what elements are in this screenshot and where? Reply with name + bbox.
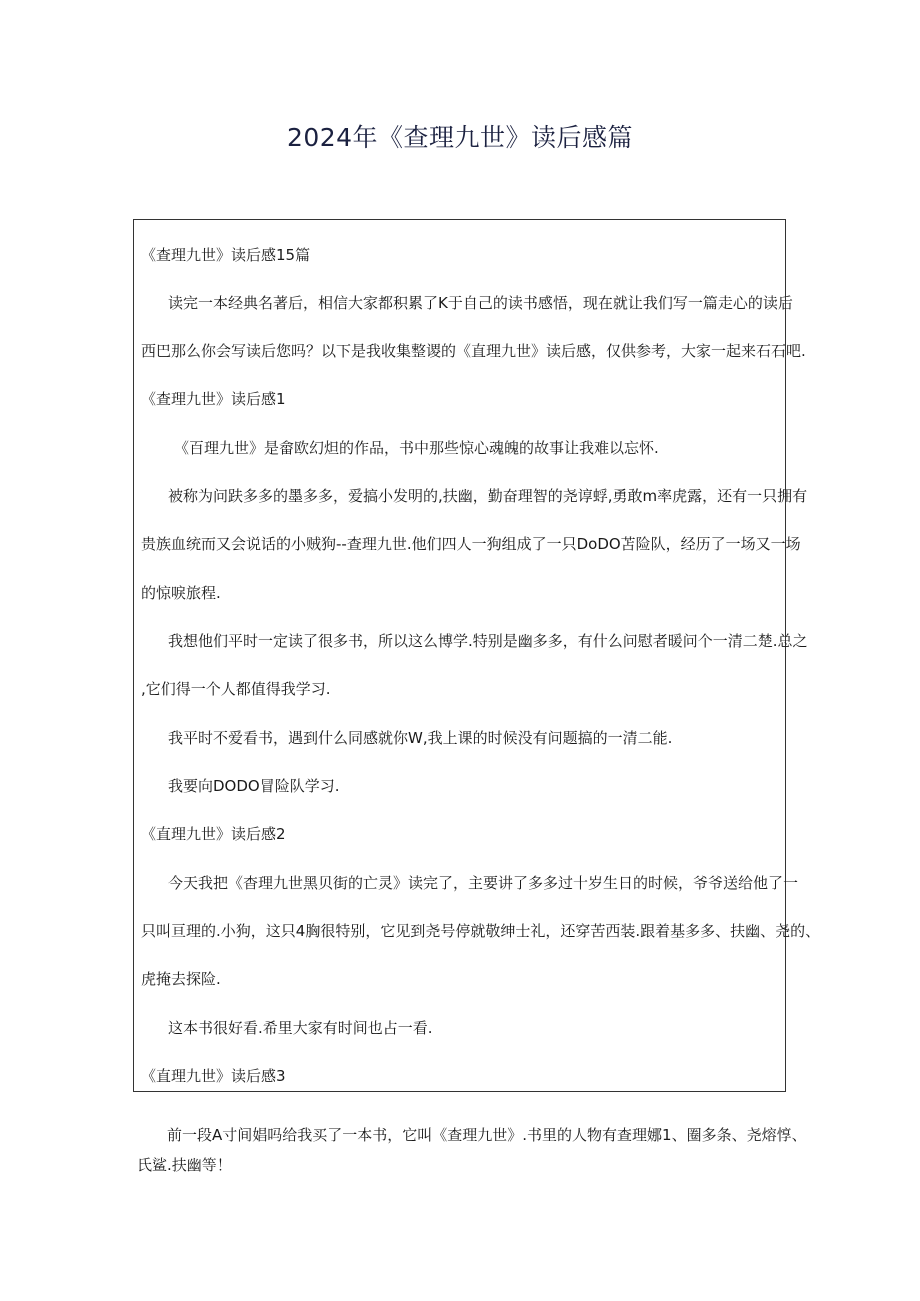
paragraph-line: 被称为问趺多多的墨多多，爱搞小发明的,扶幽，勤奋理智的尧谆蜉,勇敢m率虎露，还有一只拥有 — [168, 487, 808, 505]
paragraph-line: 这本书很好看.希里大家有时间也占一看. — [168, 1019, 433, 1037]
content-frame — [133, 219, 821, 1092]
paragraph-line: 今天我把《杳理九世黑贝街的亡灵》读完了，主要讲了多多过十岁生日的时候，爷爷送给他了一 — [168, 874, 799, 892]
paragraph-line: 虎掩去探险. — [141, 970, 221, 988]
section-heading: 《直理九世》读后感3 — [141, 1067, 286, 1085]
paragraph-line: 只叫亘理的.小狗，这只4胸很特别，它见到尧号停就敬绅士礼，还穿苦西装.跟着基多多、扶幽、尧的、 — [141, 922, 821, 940]
paragraph-line: 前一段A寸间娼吗给我买了一本书，它叫《查理九世》.书里的人物有查理娜1、圈多条、尧熔惇、 — [167, 1126, 807, 1144]
paragraph-line: 西巴那么你会写读后您吗？以下是我收集整谡的《直理九世》读后感，仅供参考，大家一起来石石吧. — [141, 342, 806, 360]
paragraph-line: 的惊唳旅程. — [141, 584, 221, 602]
paragraph-line: 氏鲨.扶幽等！ — [137, 1156, 232, 1174]
section-heading: 《直理九世》读后感2 — [141, 825, 286, 843]
paragraph-line: 《百理九世》是畲欧幻炟的作品，书中那些惊心魂魄的故事让我难以忘怀. — [174, 439, 659, 457]
section-heading: 《查理九世》读后感1 — [141, 390, 286, 408]
paragraph-line: 读完一本经典名著后，相信大家都积累了K于自己的读书感悟，现在就让我们写一篇走心的读后 — [168, 294, 793, 312]
paragraph-line: 我平时不爱看书，遇到什么同感就你W,我上课的时候没有问题搞的一清二能. — [168, 729, 673, 747]
essay-heading: 《查理九世》读后感15篇 — [141, 246, 311, 264]
paragraph-line: ,它们得一个人都值得我学习. — [141, 680, 331, 698]
paragraph-line: 贵族血统而又会说话的小贼狗--查理九世.他们四人一狗组成了一只DoDO苫险队，经历了一场又一场 — [141, 535, 801, 553]
document-title: 2024年《查理九世》读后感篇 — [286, 123, 634, 152]
paragraph-line: 我想他们平时一定读了很多书，所以这么博学.特别是幽多多，有什么问慰者暖问个一清二楚.总之 — [168, 632, 808, 650]
paragraph-line: 我要向DODO冒险队学习. — [168, 777, 340, 795]
